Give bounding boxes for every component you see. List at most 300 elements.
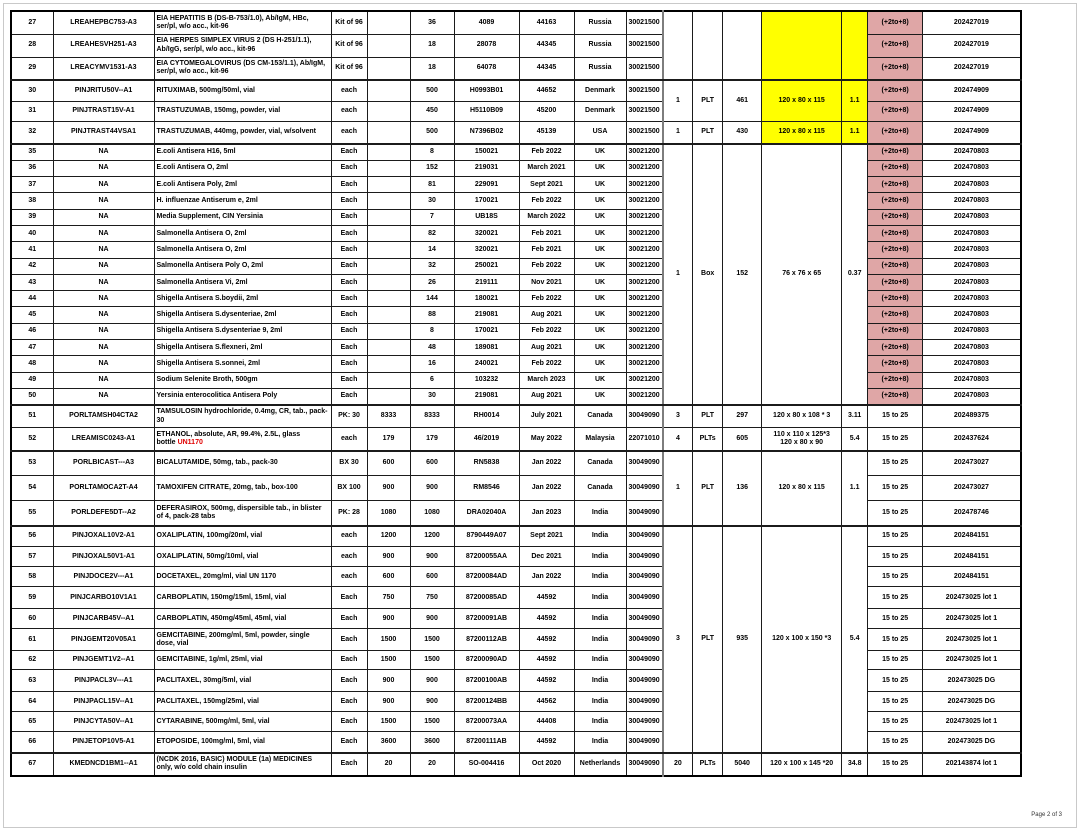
cell-qty-col-2: 14 [410, 242, 454, 258]
cell-hs-code: 30049090 [626, 712, 663, 732]
cell-item-description [154, 732, 331, 753]
un-number-highlight: UN1170 [177, 439, 203, 446]
cell-country-of-origin: Russia [574, 11, 626, 34]
table-row [11, 587, 1021, 609]
cell-batch-number: 28078 [454, 34, 519, 57]
page-number: Page 2 of 3 [1031, 812, 1062, 818]
pallet-dimensions-line1: 120 x 100 x 145 *20 [770, 760, 834, 768]
cell-qty-col-2: 500 [410, 80, 454, 101]
cell-item-code: PORLTAMOCA2T-A4 [53, 476, 154, 501]
table-row [11, 451, 1021, 476]
item-description-text: EIA CYTOMEGALOVIRUS (DS CM-153/1.1), Ab/IgM, ser/pl, w/o acc., kit-96 [156, 60, 326, 76]
cell-qty-col-1: 900 [367, 547, 410, 567]
cell-item-code: NA [53, 209, 154, 225]
cell-batch-number: 87200090AD [454, 651, 519, 670]
cell-unit-of-issue: Each [331, 587, 367, 609]
cell-expiry-date: 44592 [519, 629, 574, 651]
cell-item-description [154, 121, 331, 144]
cell-pallet-type: PLT [693, 121, 723, 144]
cell-reference-number: 202143874 lot 1 [923, 753, 1021, 776]
cell-row-number: 39 [11, 209, 53, 225]
cell-qty-col-1 [367, 209, 410, 225]
cell-country-of-origin: India [574, 609, 626, 629]
cell-row-number: 27 [11, 11, 53, 34]
cell-pallet-dimensions-cm [762, 526, 842, 753]
item-description-text: DOCETAXEL, 20mg/ml, vial UN 1170 [156, 572, 277, 580]
cell-batch-number: 219081 [454, 307, 519, 323]
cell-qty-col-2: 48 [410, 340, 454, 356]
cell-pallet-weight-kg: 5040 [723, 753, 762, 776]
item-description-text: TRASTUZUMAB, 440mg, powder, vial, w/solvent [156, 128, 316, 136]
cell-item-description [154, 80, 331, 101]
cell-row-number: 50 [11, 388, 53, 404]
cell-batch-number: 180021 [454, 291, 519, 307]
item-description-text: Salmonella Antisera Vi, 2ml [156, 278, 248, 286]
cell-item-description [154, 356, 331, 372]
cell-row-number: 65 [11, 712, 53, 732]
table-row [11, 57, 1021, 80]
cell-row-number: 67 [11, 753, 53, 776]
cell-qty-col-2: 179 [410, 428, 454, 451]
cell-unit-of-issue: Kit of 96 [331, 34, 367, 57]
cell-item-code: PORLBICAST---A3 [53, 451, 154, 476]
cell-item-code: NA [53, 193, 154, 209]
cell-reference-number: 202470803 [923, 160, 1021, 176]
cell-temperature-range: 15 to 25 [868, 501, 923, 526]
cell-item-code: PORLTAMSH04CTA2 [53, 405, 154, 428]
cell-item-description [154, 209, 331, 225]
cell-reference-number: 202473025 DG [923, 732, 1021, 753]
cell-item-code: NA [53, 258, 154, 274]
cell-country-of-origin: UK [574, 225, 626, 241]
cell-expiry-date: July 2021 [519, 405, 574, 428]
cell-qty-col-2: 20 [410, 753, 454, 776]
table-row [11, 567, 1021, 587]
cell-country-of-origin: Russia [574, 34, 626, 57]
cell-expiry-date: 44652 [519, 80, 574, 101]
cell-expiry-date: 44592 [519, 670, 574, 692]
cell-reference-number: 202470803 [923, 388, 1021, 404]
cell-item-code: PINJPACL15V--A1 [53, 692, 154, 712]
cell-expiry-date: Sept 2021 [519, 177, 574, 193]
manifest-table [10, 10, 1022, 777]
table-row [11, 712, 1021, 732]
cell-temperature-range: (+2to+8) [868, 160, 923, 176]
cell-reference-number: 202484151 [923, 567, 1021, 587]
cell-country-of-origin: India [574, 567, 626, 587]
cell-pallet-volume-m3: 5.4 [842, 526, 868, 753]
cell-row-number: 46 [11, 323, 53, 339]
cell-qty-col-2: 1080 [410, 501, 454, 526]
cell-hs-code: 30021500 [626, 80, 663, 101]
cell-qty-col-1: 900 [367, 609, 410, 629]
cell-batch-number: 87200100AB [454, 670, 519, 692]
cell-expiry-date: Feb 2022 [519, 144, 574, 160]
cell-qty-col-2: 900 [410, 692, 454, 712]
cell-reference-number: 202427019 [923, 34, 1021, 57]
cell-item-code: LREAMISC0243-A1 [53, 428, 154, 451]
cell-item-description [154, 101, 331, 121]
table-row [11, 225, 1021, 241]
cell-pallet-count: 1 [663, 144, 693, 405]
cell-unit-of-issue: Each [331, 193, 367, 209]
cell-unit-of-issue: Kit of 96 [331, 57, 367, 80]
cell-reference-number: 202474909 [923, 121, 1021, 144]
cell-item-code: NA [53, 307, 154, 323]
cell-batch-number: 87200085AD [454, 587, 519, 609]
cell-batch-number: 4089 [454, 11, 519, 34]
cell-batch-number: 240021 [454, 356, 519, 372]
cell-reference-number: 202474909 [923, 101, 1021, 121]
table-row [11, 651, 1021, 670]
cell-item-code: NA [53, 177, 154, 193]
cell-item-description [154, 476, 331, 501]
cell-item-code: NA [53, 388, 154, 404]
cell-qty-col-1 [367, 144, 410, 160]
cell-temperature-range: (+2to+8) [868, 57, 923, 80]
cell-row-number: 52 [11, 428, 53, 451]
cell-hs-code: 30021200 [626, 274, 663, 290]
cell-batch-number: 229091 [454, 177, 519, 193]
cell-temperature-range: 15 to 25 [868, 670, 923, 692]
cell-hs-code: 30021200 [626, 291, 663, 307]
cell-qty-col-1 [367, 307, 410, 323]
cell-row-number: 60 [11, 609, 53, 629]
cell-reference-number: 202474909 [923, 80, 1021, 101]
cell-expiry-date: 44562 [519, 692, 574, 712]
cell-row-number: 29 [11, 57, 53, 80]
cell-temperature-range: 15 to 25 [868, 651, 923, 670]
pallet-dimensions-line1: 120 x 100 x 150 *3 [772, 635, 832, 643]
cell-temperature-range: (+2to+8) [868, 144, 923, 160]
cell-reference-number: 202473025 DG [923, 670, 1021, 692]
cell-row-number: 38 [11, 193, 53, 209]
cell-country-of-origin: India [574, 692, 626, 712]
table-row [11, 428, 1021, 451]
cell-item-description [154, 34, 331, 57]
cell-country-of-origin: India [574, 547, 626, 567]
cell-pallet-count: 4 [663, 428, 693, 451]
item-description-text: TAMOXIFEN CITRATE, 20mg, tab., box-100 [156, 484, 298, 492]
cell-item-description [154, 225, 331, 241]
pallet-dimensions-line2: 120 x 80 x 90 [780, 439, 824, 446]
cell-unit-of-issue: Each [331, 651, 367, 670]
cell-hs-code: 30049090 [626, 670, 663, 692]
cell-expiry-date: Sept 2021 [519, 526, 574, 547]
cell-unit-of-issue: BX 30 [331, 451, 367, 476]
table-row [11, 121, 1021, 144]
cell-unit-of-issue: Each [331, 340, 367, 356]
cell-expiry-date: 44592 [519, 651, 574, 670]
cell-country-of-origin: UK [574, 388, 626, 404]
cell-expiry-date: 44408 [519, 712, 574, 732]
cell-expiry-date: Jan 2022 [519, 567, 574, 587]
cell-reference-number: 202473025 lot 1 [923, 629, 1021, 651]
cell-unit-of-issue: each [331, 547, 367, 567]
item-description-text: Salmonella Antisera O, 2ml [156, 229, 247, 237]
cell-qty-col-1 [367, 80, 410, 101]
cell-pallet-count: 1 [663, 451, 693, 526]
cell-pallet-volume-m3: 1.1 [842, 451, 868, 526]
cell-expiry-date: Aug 2021 [519, 307, 574, 323]
cell-qty-col-2: 6 [410, 372, 454, 388]
cell-row-number: 55 [11, 501, 53, 526]
item-description-text: ETOPOSIDE, 100mg/ml, 5ml, vial [156, 737, 265, 745]
cell-unit-of-issue: Each [331, 629, 367, 651]
cell-item-description [154, 428, 331, 451]
cell-reference-number: 202470803 [923, 225, 1021, 241]
cell-batch-number: 170021 [454, 193, 519, 209]
cell-temperature-range: (+2to+8) [868, 193, 923, 209]
cell-qty-col-1: 1200 [367, 526, 410, 547]
cell-country-of-origin: India [574, 629, 626, 651]
cell-qty-col-1: 179 [367, 428, 410, 451]
cell-temperature-range: (+2to+8) [868, 34, 923, 57]
cell-batch-number: UB18S [454, 209, 519, 225]
cell-qty-col-2: 1500 [410, 629, 454, 651]
cell-temperature-range: 15 to 25 [868, 405, 923, 428]
cell-item-description [154, 242, 331, 258]
cell-expiry-date: March 2022 [519, 209, 574, 225]
cell-qty-col-2: 900 [410, 670, 454, 692]
cell-row-number: 53 [11, 451, 53, 476]
cell-qty-col-1: 900 [367, 692, 410, 712]
item-description-text: ETHANOL, absolute, AR, 99.4%, 2.5L, glass bottle [156, 430, 301, 446]
cell-temperature-range: (+2to+8) [868, 11, 923, 34]
cell-temperature-range: 15 to 25 [868, 629, 923, 651]
cell-item-description [154, 307, 331, 323]
cell-unit-of-issue: Each [331, 225, 367, 241]
cell-item-description [154, 501, 331, 526]
table-row [11, 753, 1021, 776]
cell-reference-number: 202470803 [923, 291, 1021, 307]
cell-row-number: 31 [11, 101, 53, 121]
cell-qty-col-2: 900 [410, 609, 454, 629]
cell-qty-col-2: 16 [410, 356, 454, 372]
cell-row-number: 40 [11, 225, 53, 241]
cell-hs-code: 30021200 [626, 160, 663, 176]
item-description-text: E.coli Antisera O, 2ml [156, 164, 229, 172]
cell-item-description [154, 11, 331, 34]
cell-expiry-date: 45139 [519, 121, 574, 144]
cell-pallet-count: 1 [663, 121, 693, 144]
cell-unit-of-issue: each [331, 526, 367, 547]
cell-pallet-type: PLTs [693, 428, 723, 451]
cell-unit-of-issue: Each [331, 291, 367, 307]
cell-pallet-volume-m3: 1.1 [842, 80, 868, 121]
cell-hs-code: 30049090 [626, 651, 663, 670]
cell-row-number: 37 [11, 177, 53, 193]
cell-hs-code: 30049090 [626, 476, 663, 501]
cell-pallet-dimensions-cm [762, 144, 842, 405]
cell-batch-number: 219111 [454, 274, 519, 290]
cell-row-number: 45 [11, 307, 53, 323]
cell-pallet-type: PLT [693, 405, 723, 428]
table-row [11, 177, 1021, 193]
cell-country-of-origin: UK [574, 291, 626, 307]
cell-item-description [154, 323, 331, 339]
cell-expiry-date: 44592 [519, 587, 574, 609]
table-row [11, 732, 1021, 753]
cell-item-code: PINJCYTA50V--A1 [53, 712, 154, 732]
cell-pallet-dimensions-cm [762, 11, 842, 80]
cell-country-of-origin: UK [574, 193, 626, 209]
cell-item-description [154, 388, 331, 404]
cell-reference-number: 202427019 [923, 57, 1021, 80]
table-row [11, 670, 1021, 692]
cell-batch-number: N7396B02 [454, 121, 519, 144]
cell-hs-code: 30021500 [626, 11, 663, 34]
cell-pallet-weight-kg: 935 [723, 526, 762, 753]
cell-qty-col-2: 450 [410, 101, 454, 121]
cell-temperature-range: (+2to+8) [868, 209, 923, 225]
cell-qty-col-2: 30 [410, 388, 454, 404]
cell-hs-code: 30021500 [626, 101, 663, 121]
item-description-text: TAMSULOSIN hydrochloride, 0.4mg, CR, tab., pack-30 [156, 408, 328, 424]
cell-reference-number: 202473025 lot 1 [923, 651, 1021, 670]
cell-hs-code: 30021500 [626, 34, 663, 57]
cell-pallet-count: 20 [663, 753, 693, 776]
cell-item-code: PINJGEMT20V05A1 [53, 629, 154, 651]
cell-row-number: 44 [11, 291, 53, 307]
cell-pallet-weight-kg: 152 [723, 144, 762, 405]
cell-unit-of-issue: Each [331, 732, 367, 753]
cell-item-description [154, 57, 331, 80]
cell-item-code: PINJCARB45V--A1 [53, 609, 154, 629]
cell-temperature-range: 15 to 25 [868, 476, 923, 501]
cell-country-of-origin: India [574, 501, 626, 526]
cell-batch-number: 87200084AD [454, 567, 519, 587]
item-description-text: E.coli Antisera Poly, 2ml [156, 180, 238, 188]
cell-country-of-origin: UK [574, 274, 626, 290]
cell-reference-number: 202427019 [923, 11, 1021, 34]
table-row [11, 160, 1021, 176]
cell-qty-col-2: 8 [410, 323, 454, 339]
cell-item-code: KMEDNCD1BM1--A1 [53, 753, 154, 776]
item-description-text: PACLITAXEL, 150mg/25ml, vial [156, 697, 259, 705]
cell-row-number: 64 [11, 692, 53, 712]
pallet-dimensions-line1: 120 x 80 x 115 [778, 484, 825, 492]
cell-unit-of-issue: Each [331, 670, 367, 692]
cell-qty-col-1: 1080 [367, 501, 410, 526]
cell-reference-number: 202470803 [923, 372, 1021, 388]
item-description-text: Shigella Antisera S.dysenteriae 9, 2ml [156, 327, 283, 335]
cell-unit-of-issue: each [331, 121, 367, 144]
cell-hs-code: 30021200 [626, 307, 663, 323]
cell-qty-col-1: 3600 [367, 732, 410, 753]
cell-expiry-date: Nov 2021 [519, 274, 574, 290]
cell-item-code: LREACYMV1531-A3 [53, 57, 154, 80]
cell-unit-of-issue: Each [331, 712, 367, 732]
cell-hs-code: 30049090 [626, 732, 663, 753]
cell-hs-code: 30021200 [626, 372, 663, 388]
cell-item-description [154, 291, 331, 307]
cell-row-number: 49 [11, 372, 53, 388]
cell-expiry-date: Feb 2022 [519, 356, 574, 372]
cell-batch-number: 189081 [454, 340, 519, 356]
table-row [11, 209, 1021, 225]
cell-item-code: NA [53, 274, 154, 290]
cell-batch-number: SO-004416 [454, 753, 519, 776]
cell-temperature-range: (+2to+8) [868, 372, 923, 388]
cell-qty-col-1: 900 [367, 670, 410, 692]
cell-temperature-range: (+2to+8) [868, 323, 923, 339]
cell-qty-col-2: 81 [410, 177, 454, 193]
cell-qty-col-1: 600 [367, 567, 410, 587]
cell-hs-code: 30021200 [626, 193, 663, 209]
cell-item-code: NA [53, 323, 154, 339]
cell-item-code: PINJRITU50V--A1 [53, 80, 154, 101]
cell-unit-of-issue: PK: 30 [331, 405, 367, 428]
cell-hs-code: 30021200 [626, 258, 663, 274]
cell-batch-number: 219081 [454, 388, 519, 404]
cell-unit-of-issue: Each [331, 258, 367, 274]
cell-row-number: 47 [11, 340, 53, 356]
table-row [11, 11, 1021, 34]
cell-reference-number: 202470803 [923, 209, 1021, 225]
cell-hs-code: 30049090 [626, 609, 663, 629]
cell-qty-col-2: 3600 [410, 732, 454, 753]
cell-item-description [154, 547, 331, 567]
cell-country-of-origin: Malaysia [574, 428, 626, 451]
cell-item-code: LREAHEPBC753-A3 [53, 11, 154, 34]
table-row [11, 323, 1021, 339]
cell-batch-number: 250021 [454, 258, 519, 274]
cell-reference-number: 202470803 [923, 323, 1021, 339]
table-row [11, 501, 1021, 526]
table-row [11, 476, 1021, 501]
cell-country-of-origin: USA [574, 121, 626, 144]
cell-item-code: NA [53, 225, 154, 241]
cell-batch-number: 219031 [454, 160, 519, 176]
table-row [11, 609, 1021, 629]
cell-batch-number: 64078 [454, 57, 519, 80]
cell-pallet-weight-kg: 605 [723, 428, 762, 451]
cell-batch-number: 8790449A07 [454, 526, 519, 547]
cell-item-code: PINJOXAL10V2-A1 [53, 526, 154, 547]
item-description-text: OXALIPLATIN, 50mg/10ml, vial [156, 552, 259, 560]
cell-row-number: 48 [11, 356, 53, 372]
cell-hs-code: 30049090 [626, 501, 663, 526]
cell-country-of-origin: UK [574, 356, 626, 372]
cell-hs-code: 30021200 [626, 242, 663, 258]
cell-expiry-date: Aug 2021 [519, 388, 574, 404]
cell-unit-of-issue: each [331, 80, 367, 101]
cell-temperature-range: 15 to 25 [868, 732, 923, 753]
cell-qty-col-2: 1500 [410, 651, 454, 670]
cell-qty-col-2: 26 [410, 274, 454, 290]
cell-pallet-volume-m3: 5.4 [842, 428, 868, 451]
cell-batch-number: 150021 [454, 144, 519, 160]
cell-item-description [154, 651, 331, 670]
cell-row-number: 59 [11, 587, 53, 609]
cell-row-number: 28 [11, 34, 53, 57]
cell-unit-of-issue: Each [331, 609, 367, 629]
item-description-text: CYTARABINE, 500mg/ml, 5ml, vial [156, 717, 270, 725]
cell-qty-col-1 [367, 242, 410, 258]
table-row [11, 547, 1021, 567]
table-row [11, 193, 1021, 209]
cell-row-number: 62 [11, 651, 53, 670]
cell-expiry-date: Jan 2022 [519, 451, 574, 476]
cell-country-of-origin: UK [574, 307, 626, 323]
cell-item-description [154, 193, 331, 209]
cell-reference-number: 202473027 [923, 451, 1021, 476]
cell-item-description [154, 692, 331, 712]
cell-hs-code: 30021200 [626, 388, 663, 404]
cell-qty-col-2: 900 [410, 547, 454, 567]
cell-item-code: PORLDEFE5DT--A2 [53, 501, 154, 526]
